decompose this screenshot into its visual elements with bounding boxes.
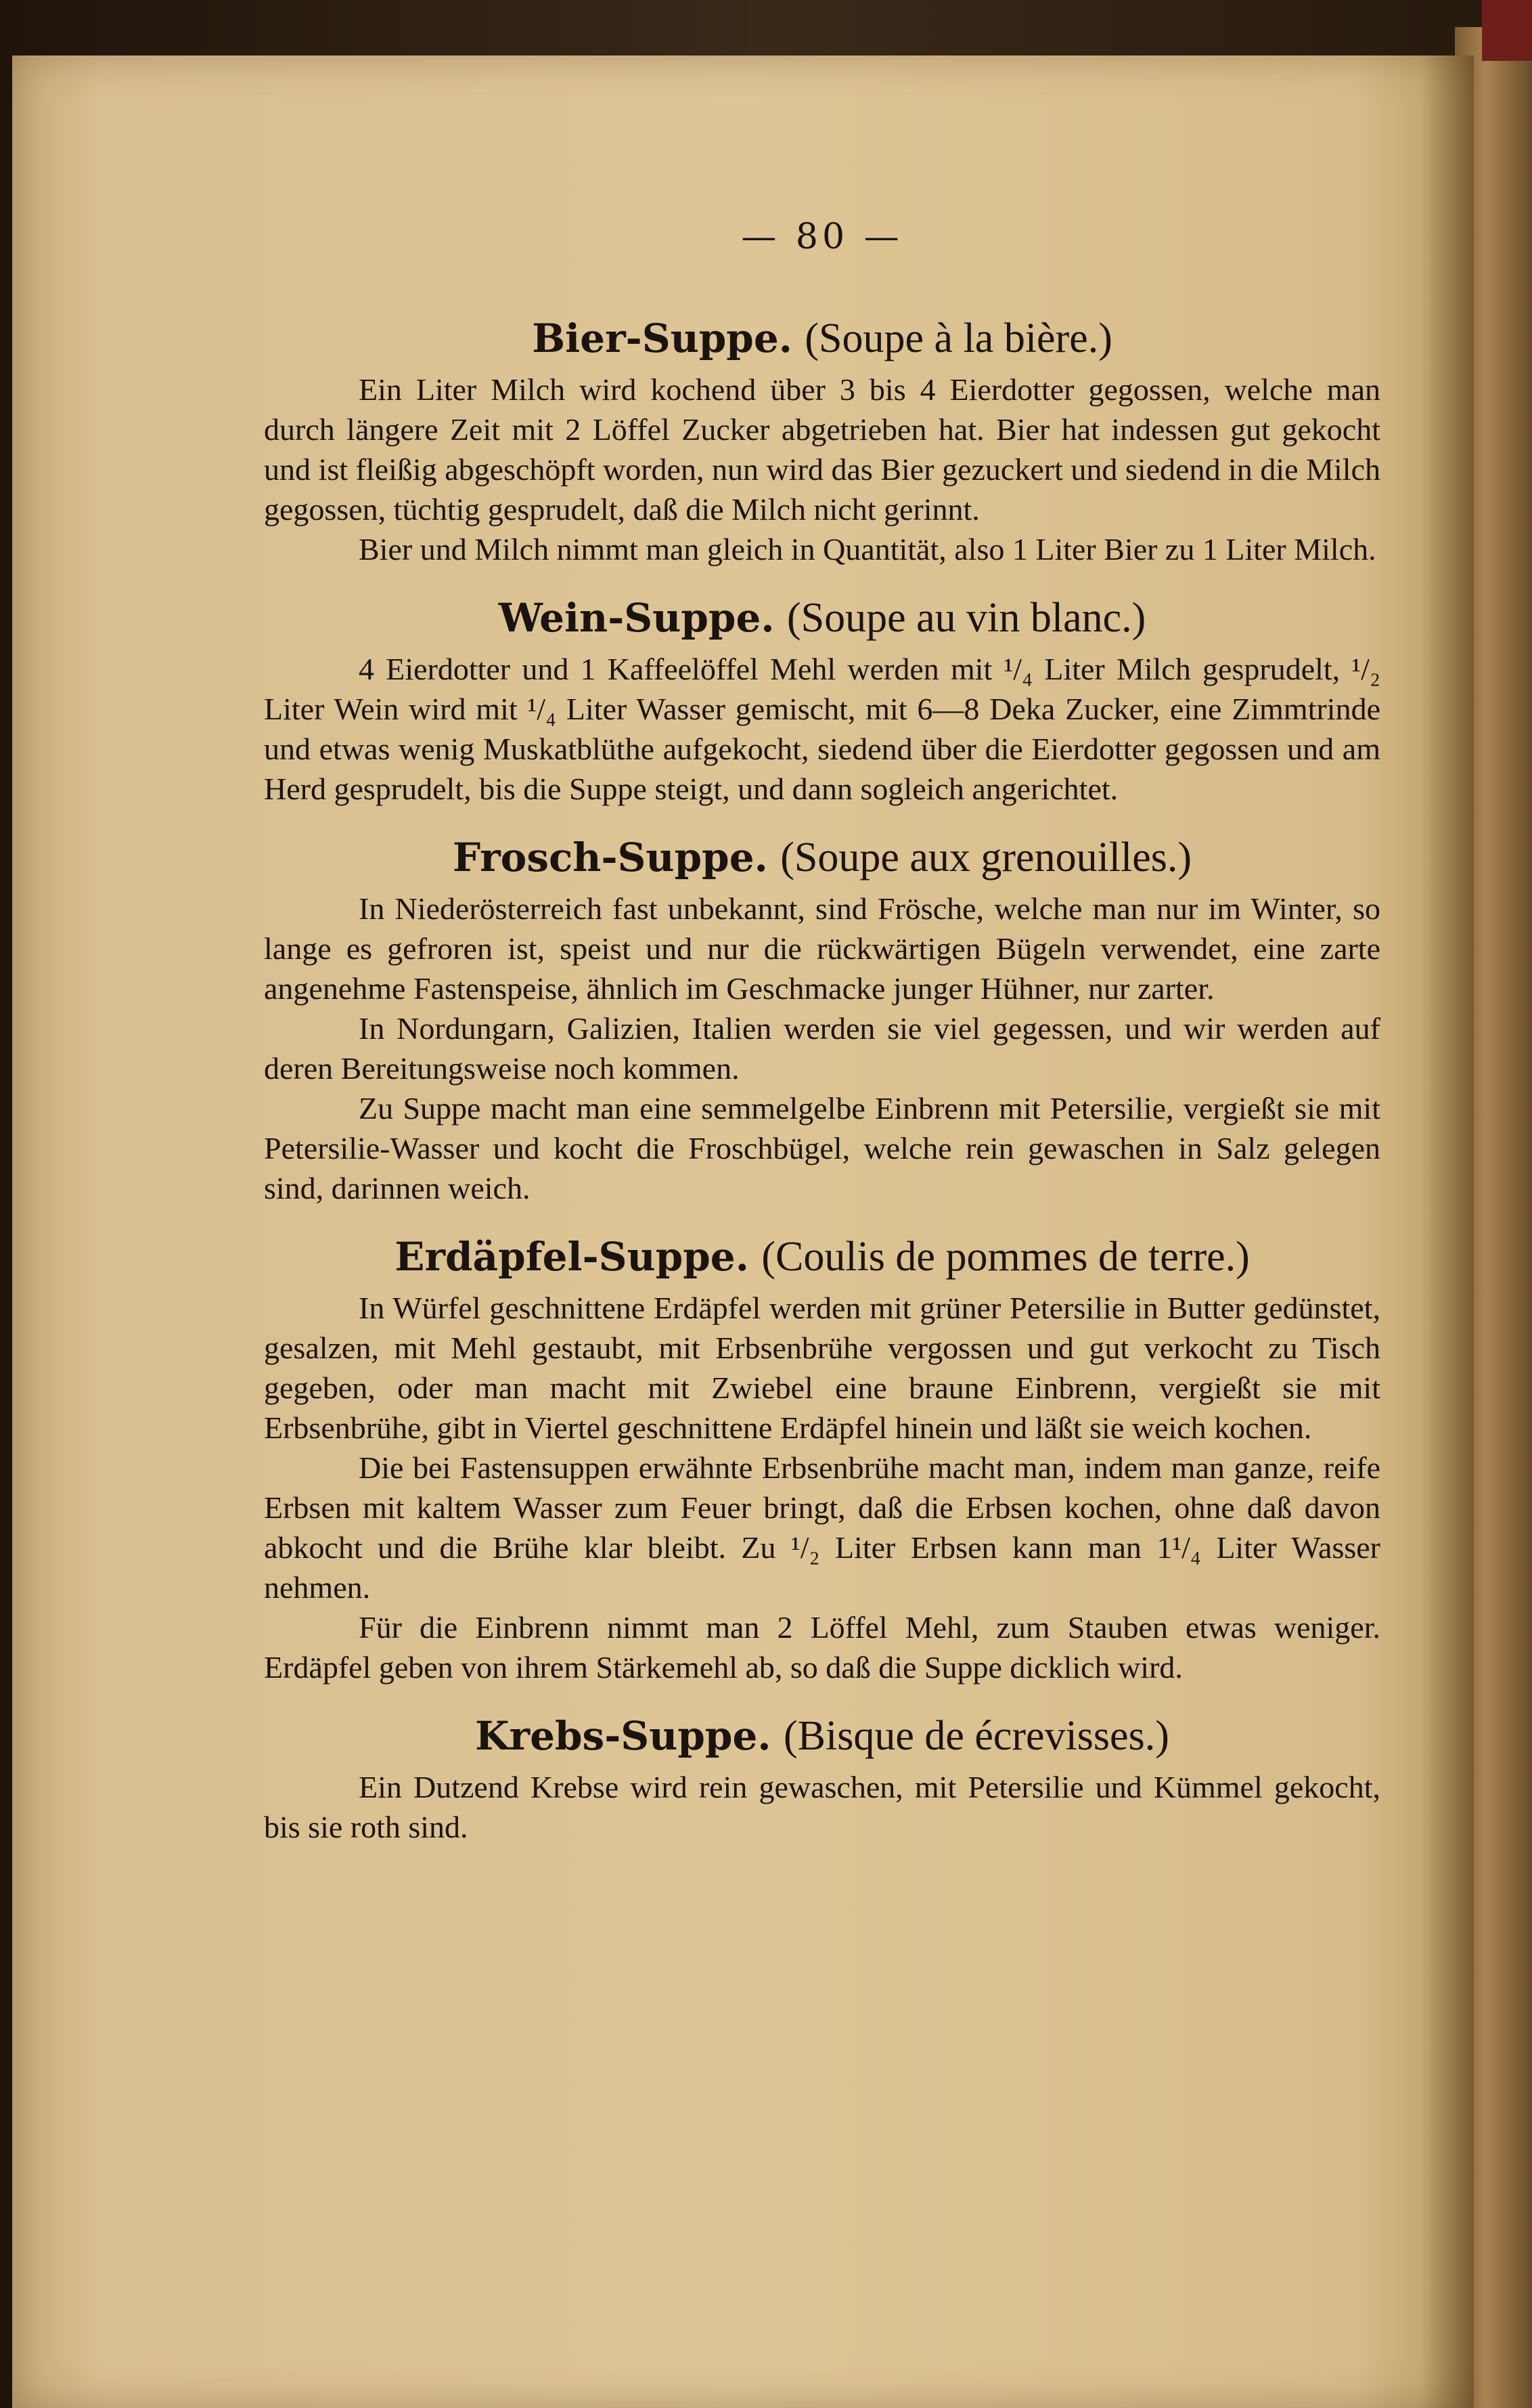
recipe-title-french: (Bisque de écrevisses.) [783,1713,1169,1759]
recipe-title-french: (Soupe aux grenouilles.) [780,834,1192,880]
recipe-heading [264,1230,1380,1284]
recipe-paragraph: 4 Eierdotter und 1 Kaffeelöffel Mehl werden mit ¹/₄ Liter Milch gesprudelt, ¹/₂ Liter Wein wird mit ¹/₄ Liter Wasser gemischt, mit 6—8 Deka Zucker, eine Zimmtrinde und etwas wenig Muskatblüthe aufgekocht, siedend über die Eierdotter gegossen und am Herd gesprudelt, bis die Suppe steigt, und dann sogleich angerichtet. [264,652,1380,806]
recipe-paragraph: Die bei Fastensuppen erwähnte Erbsenbrühe macht man, indem man ganze, reife Erbsen mit kaltem Wasser zum Feuer bringt, daß die Erbsen kochen, ohne daß davon abkocht und die Brühe klar bleibt. Zu ¹/₂ Liter Erbsen kann man 1¹/₄ Liter Wasser nehmen. [264,1450,1380,1605]
recipe-section-frosch-suppe [264,830,1380,1208]
book-cover-edge [1482,0,1532,61]
recipe-title-german: Frosch-Suppe. [452,834,768,880]
recipe-paragraph: In Nordungarn, Galizien, Italien werden sie viel gegessen, und wir werden auf deren Bereitungsweise noch kommen. [264,1011,1380,1086]
recipe-paragraph: In Niederösterreich fast unbekannt, sind Frösche, welche man nur im Winter, so lange es gefroren ist, speist und nur die rückwärtigen Bügeln verwendet, eine zarte angenehme Fastenspeise, ähnlich im Geschmacke junger Hühner, nur zarter. [264,891,1380,1006]
recipe-title-german: Krebs-Suppe. [475,1713,771,1759]
recipe-title-french: (Soupe au vin blanc.) [786,595,1146,641]
recipe-title-german: Wein-Suppe. [498,595,775,641]
recipe-section-erdaepfel-suppe [264,1230,1380,1687]
recipe-section-wein-suppe [264,591,1380,809]
recipe-title-german: Bier-Suppe. [532,315,792,361]
recipe-paragraph: Ein Dutzend Krebse wird rein gewaschen, mit Petersilie und Kümmel gekocht, bis sie roth sind. [264,1770,1380,1844]
recipe-title-french: (Coulis de pommes de terre.) [761,1234,1250,1280]
recipe-section-krebs-suppe [264,1709,1380,1847]
recipe-section-bier-suppe [264,311,1380,569]
recipe-heading [264,311,1380,365]
recipe-heading [264,830,1380,885]
recipe-paragraph: Bier und Milch nimmt man gleich in Quantität, also 1 Liter Bier zu 1 Liter Milch. [359,532,1376,566]
recipe-paragraph: Ein Liter Milch wird kochend über 3 bis 4 Eierdotter gegossen, welche man durch längere Zeit mit 2 Löffel Zucker abgetrieben hat. Bier hat indessen gut gekocht und ist fleißig abgeschöpft worden, nun wird das Bier gezuckert und siedend in die Milch gegossen, tüchtig gesprudelt, daß die Milch nicht gerinnt. [264,372,1380,527]
recipe-heading [264,1709,1380,1763]
recipe-title-french: (Soupe à la bière.) [805,315,1112,361]
page-content [264,217,1380,1869]
page-number: — 80 — [741,217,903,257]
recipe-paragraph: Für die Einbrenn nimmt man 2 Löffel Mehl, zum Stauben etwas weniger. Erdäpfel geben von ihrem Stärkemehl ab, so daß die Suppe dicklich wird. [264,1610,1380,1685]
recipe-title-german: Erdäpfel-Suppe. [395,1234,749,1280]
page-gutter-shadow [1421,55,1474,2408]
recipe-heading [264,591,1380,645]
recipe-paragraph: In Würfel geschnittene Erdäpfel werden mit grüner Petersilie in Butter gedünstet, gesalzen, mit Mehl gestaubt, mit Erbsenbrühe vergossen und gut verkocht zu Tisch gegeben, oder man macht mit Zwiebel eine braune Einbrenn, vergießt sie mit Erbsenbrühe, gibt in Viertel geschnittene Erdäpfel hinein und läßt sie weich kochen. [264,1291,1380,1445]
recipe-paragraph: Zu Suppe macht man eine semmelgelbe Einbrenn mit Petersilie, vergießt sie mit Petersilie-Wasser und kocht die Froschbügel, welche rein gewaschen in Salz gelegen sind, darinnen weich. [264,1091,1380,1205]
